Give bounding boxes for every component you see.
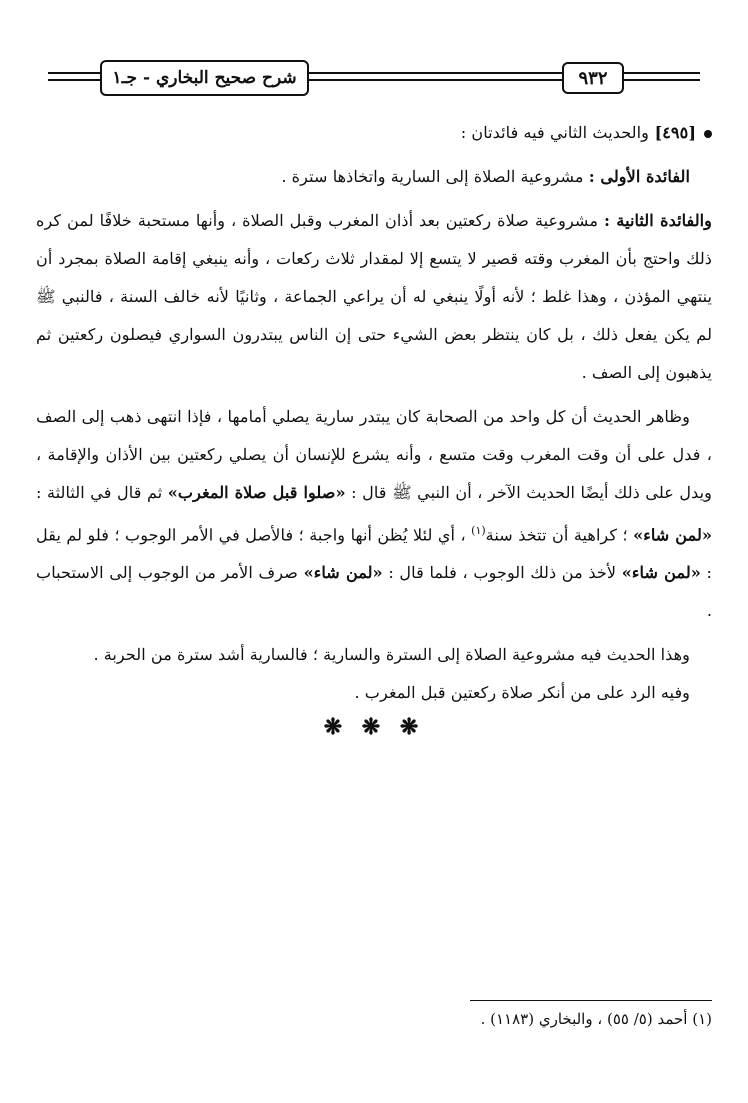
header-rule [308, 72, 562, 74]
header-rule [623, 72, 700, 74]
paragraph-hadith-apparent [36, 398, 712, 630]
hadith-quote: «صلوا قبل صلاة المغرب» [167, 483, 346, 502]
bullet-icon [704, 130, 712, 138]
page-header [48, 58, 700, 104]
footnote-divider [470, 1000, 712, 1001]
benefit-one-text: مشروعية الصلاة إلى السارية واتخاذها سترة . [281, 167, 584, 186]
para3-part2: ثم قال في الثالثة : [36, 483, 163, 502]
hadith-quote: «لمن شاء» [303, 563, 383, 583]
benefit-one-label: الفائدة الأولى : [588, 167, 690, 186]
benefit-one [36, 158, 712, 196]
book-title: شرح صحيح البخاري - جـ١ [100, 60, 309, 96]
header-rule [623, 79, 700, 81]
benefit-two-text: مشروعية صلاة ركعتين بعد أذان المغرب وقبل الصلاة ، وأنها مستحبة خلافًا لمن كره ذلك واحتج بأن المغرب وقته قصير لا يتسع إلا لمقدار ثلاث ركعات ، وأنه ينبغي إقامة الصلاة بمجرد أن ينتهي المؤذن ، وهذا غلط ؛ لأنه أولًا ينبغي له أن يراعي الجماعة ، وثانيًا لأنه خالف السنة ، فالنبي ﷺ لم يكن يفعل ذلك ، بل كان ينتظر بعض الشيء حتى إن الناس يبتدرون السواري فيصلون ركعتين ثم يذهبون إلى الصف . [36, 211, 712, 382]
paragraph-refutation: وفيه الرد على من أنكر صلاة ركعتين قبل المغرب . [354, 683, 690, 703]
hadith-intro [36, 114, 712, 152]
para3-part1: وظاهر الحديث أن كل واحد من الصحابة كان يبتدر سارية يصلي أمامها ، فإذا انتهى ذهب إلى الصف ، فدل على أن وقت المغرب وقت متسع ، وأنه يشرع للإنسان أن يصلي ركعتين بين الأذان والإقامة ، ويدل على ذلك أيضًا الحديث الآخر ، أن النبي ﷺ قال : [36, 407, 712, 502]
header-rule [308, 79, 562, 81]
para3-part6: صرف الأمر من الوجوب إلى الاستحباب . [36, 563, 712, 621]
page-body [36, 114, 712, 740]
para3-part4: ، أي لئلا يُظن أنها واجبة ؛ فالأصل في الأمر الوجوب ؛ فلو لم يقل : [36, 525, 712, 583]
hadith-quote: «لمن شاء» [633, 525, 713, 545]
hadith-quote: «لمن شاء» [621, 563, 701, 583]
footnote-ref: (١) [471, 524, 486, 537]
para3-part3: ؛ كراهية أن تتخذ سنة [485, 525, 628, 545]
section-separator: ❋ ❋ ❋ [323, 714, 425, 741]
header-rule [48, 79, 100, 81]
para3-part5: لأخذ من ذلك الوجوب ، فلما قال : [388, 563, 617, 583]
benefit-two-label: والفائدة الثانية : [603, 211, 712, 230]
benefit-two [36, 202, 712, 392]
header-rule [48, 72, 100, 74]
page-number: ٩٣٢ [562, 62, 624, 94]
intro-text: والحديث الثاني فيه فائدتان : [460, 123, 649, 142]
hadith-number: [٤٩٥] [654, 123, 696, 142]
footnote: (١) أحمد (٥/ ٥٥) ، والبخاري (١١٨٣) . [480, 1010, 712, 1028]
paragraph-sutra: وهذا الحديث فيه مشروعية الصلاة إلى السترة والسارية ؛ فالسارية أشد سترة من الحربة . [93, 645, 690, 665]
